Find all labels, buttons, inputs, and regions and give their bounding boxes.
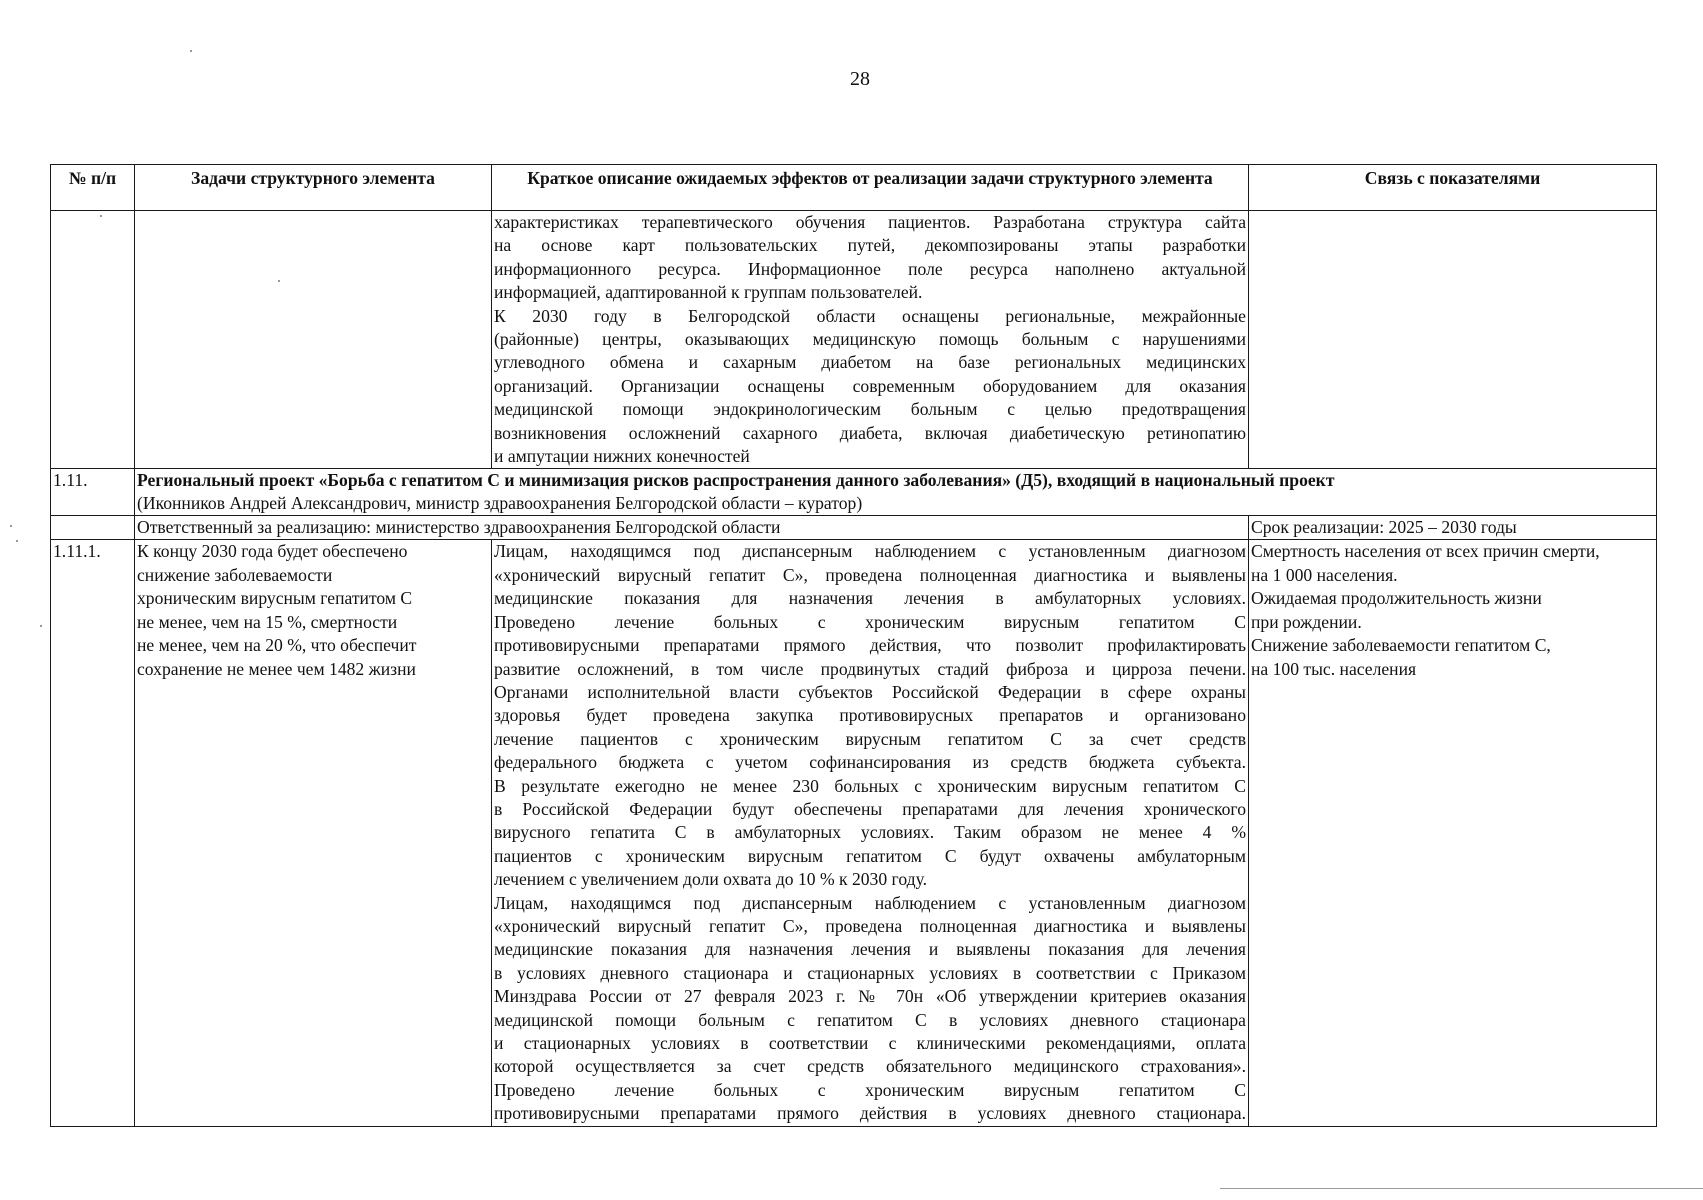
text-line: Ожидаемая продолжительность жизни xyxy=(1251,588,1542,609)
task-effects-cell xyxy=(492,540,1249,1126)
page-number: 28 xyxy=(850,68,870,90)
text-line: В результате ежегодно не менее 230 больных с хроническим вирусным гепатитом С xyxy=(494,775,1246,796)
scan-speck xyxy=(278,280,280,282)
text-line: Органами исполнительной власти субъектов Российской Федерации в сфере охраны xyxy=(494,681,1246,702)
text-line: сохранение не менее чем 1482 жизни xyxy=(137,658,416,679)
scan-speck xyxy=(100,215,102,217)
text-line: снижение заболеваемости xyxy=(137,564,333,585)
text-line: в условиях дневного стационара и стационарных условиях в соответствии с Приказом xyxy=(494,962,1246,983)
project-title: Региональный проект «Борьба с гепатитом С и минимизация рисков распространения данного заболевания» (Д5), входящий в национальный проект xyxy=(137,470,1335,491)
responsible-row xyxy=(51,516,1657,540)
continued-indicators-cell xyxy=(1249,211,1657,469)
text-line: медицинской помощи больным с гепатитом С в условиях дневного стационара xyxy=(494,1009,1246,1030)
task-indicators-cell xyxy=(1249,540,1657,1126)
text-line: пациентов с хроническим вирусным гепатитом С будут охвачены амбулаторным xyxy=(494,845,1246,866)
project-num: 1.11. xyxy=(51,469,135,516)
scan-edge-line xyxy=(1220,1188,1703,1189)
text-line: лечением с увеличением доли охвата до 10 % к 2030 году. xyxy=(494,869,928,890)
scan-speck xyxy=(10,525,12,527)
continued-task-cell xyxy=(135,211,492,469)
table-header-row xyxy=(51,165,1657,211)
text-line: и ампутации нижних конечностей xyxy=(494,446,750,467)
text-line: федерального бюджета с учетом софинансирования из средств бюджета субъекта. xyxy=(494,752,1246,773)
text-line: в Российской Федерации будут обеспечены препаратами для лечения хронического xyxy=(494,798,1246,819)
header-num: № п/п xyxy=(51,165,135,211)
project-row xyxy=(51,469,1657,516)
text-line: медицинской помощи эндокринологическим больным с целью предотвращения xyxy=(494,399,1246,420)
text-line: К концу 2030 года будет обеспечено xyxy=(137,541,408,562)
project-title-cell xyxy=(135,469,1657,516)
scan-speck xyxy=(190,50,192,52)
text-line: лечение пациентов с хроническим вирусным гепатитом С за счет средств xyxy=(494,728,1246,749)
text-line: на 100 тыс. населения xyxy=(1251,658,1417,679)
text-line: К 2030 году в Белгородской области оснащены региональные, межрайонные xyxy=(494,305,1246,326)
text-line: не менее, чем на 15 %, смертности xyxy=(137,611,398,632)
text-line: «хронический вирусный гепатит С», проведена полноценная диагностика и выявлены xyxy=(494,915,1246,936)
continued-row xyxy=(51,211,1657,469)
text-line: Проведено лечение больных с хроническим вирусным гепатитом С xyxy=(494,611,1246,632)
text-line: Снижение заболеваемости гепатитом С, xyxy=(1251,635,1551,656)
responsible-text: Ответственный за реализацию: министерство здравоохранения Белгородской области xyxy=(135,516,1249,540)
continued-num-cell xyxy=(51,211,135,469)
text-line: не менее, чем на 20 %, что обеспечит xyxy=(137,635,417,656)
text-line: на основе карт пользовательских путей, декомпозированы этапы разработки xyxy=(494,235,1246,256)
scan-speck xyxy=(40,625,42,627)
header-indicators: Связь с показателями xyxy=(1249,165,1657,211)
text-line: информационного ресурса. Информационное поле ресурса наполнено актуальной xyxy=(494,258,1246,279)
period-text: Срок реализации: 2025 – 2030 годы xyxy=(1249,516,1657,540)
text-line: «хронический вирусный гепатит С», проведена полноценная диагностика и выявлены xyxy=(494,564,1246,585)
text-line: хроническим вирусным гепатитом С xyxy=(137,588,413,609)
text-line: противовирусными препаратами прямого действия в условиях дневного стационара. xyxy=(494,1103,1246,1124)
text-line: углеводного обмена и сахарным диабетом на базе региональных медицинских xyxy=(494,352,1246,373)
scan-speck xyxy=(16,540,18,542)
text-line: которой осуществляется за счет средств обязательного медицинского страхования». xyxy=(494,1056,1246,1077)
header-tasks: Задачи структурного элемента xyxy=(135,165,492,211)
text-line: при рождении. xyxy=(1251,611,1362,632)
text-line: Лицам, находящимся под диспансерным наблюдением с установленным диагнозом xyxy=(494,892,1246,913)
continued-effects-cell xyxy=(492,211,1249,469)
text-line: противовирусными препаратами прямого действия, что позволит профилактировать xyxy=(494,635,1246,656)
text-line: медицинские показания для назначения лечения в амбулаторных условиях. xyxy=(494,588,1246,609)
text-line: (районные) центры, оказывающих медицинскую помощь больным с нарушениями xyxy=(494,329,1246,350)
text-line: возникновения осложнений сахарного диабета, включая диабетическую ретинопатию xyxy=(494,422,1246,443)
structural-element-table xyxy=(50,164,1657,1127)
task-row xyxy=(51,540,1657,1126)
text-line: организаций. Организации оснащены современным оборудованием для оказания xyxy=(494,375,1246,396)
text-line: вирусного гепатита С в амбулаторных условиях. Таким образом не менее 4 % xyxy=(494,822,1246,843)
text-line: на 1 000 населения. xyxy=(1251,564,1398,585)
task-num: 1.11.1. xyxy=(51,540,135,1126)
header-effects: Краткое описание ожидаемых эффектов от реализации задачи структурного элемента xyxy=(492,165,1249,211)
responsible-num-cell xyxy=(51,516,135,540)
project-curator: (Иконников Андрей Александрович, министр здравоохранения Белгородской области – куратор) xyxy=(137,493,863,514)
text-line: здоровья будет проведена закупка противовирусных препаратов и организовано xyxy=(494,705,1246,726)
text-line: Лицам, находящимся под диспансерным наблюдением с установленным диагнозом xyxy=(494,541,1246,562)
text-line: Проведено лечение больных с хроническим вирусным гепатитом С xyxy=(494,1079,1246,1100)
text-line: Смертность населения от всех причин смерти, xyxy=(1251,541,1600,562)
text-line: Минздрава России от 27 февраля 2023 г. № 70н «Об утверждении критериев оказания xyxy=(494,986,1246,1007)
text-line: развитие осложнений, в том числе продвинутых стадий фиброза и цирроза печени. xyxy=(494,658,1246,679)
text-line: и стационарных условиях в соответствии с клиническими рекомендациями, оплата xyxy=(494,1033,1246,1053)
text-line: информацией, адаптированной к группам пользователей. xyxy=(494,282,923,303)
task-cell xyxy=(135,540,492,1126)
text-line: медицинские показания для назначения лечения и выявлены показания для лечения xyxy=(494,939,1246,960)
text-line: характеристиках терапевтического обучения пациентов. Разработана структура сайта xyxy=(494,212,1246,232)
